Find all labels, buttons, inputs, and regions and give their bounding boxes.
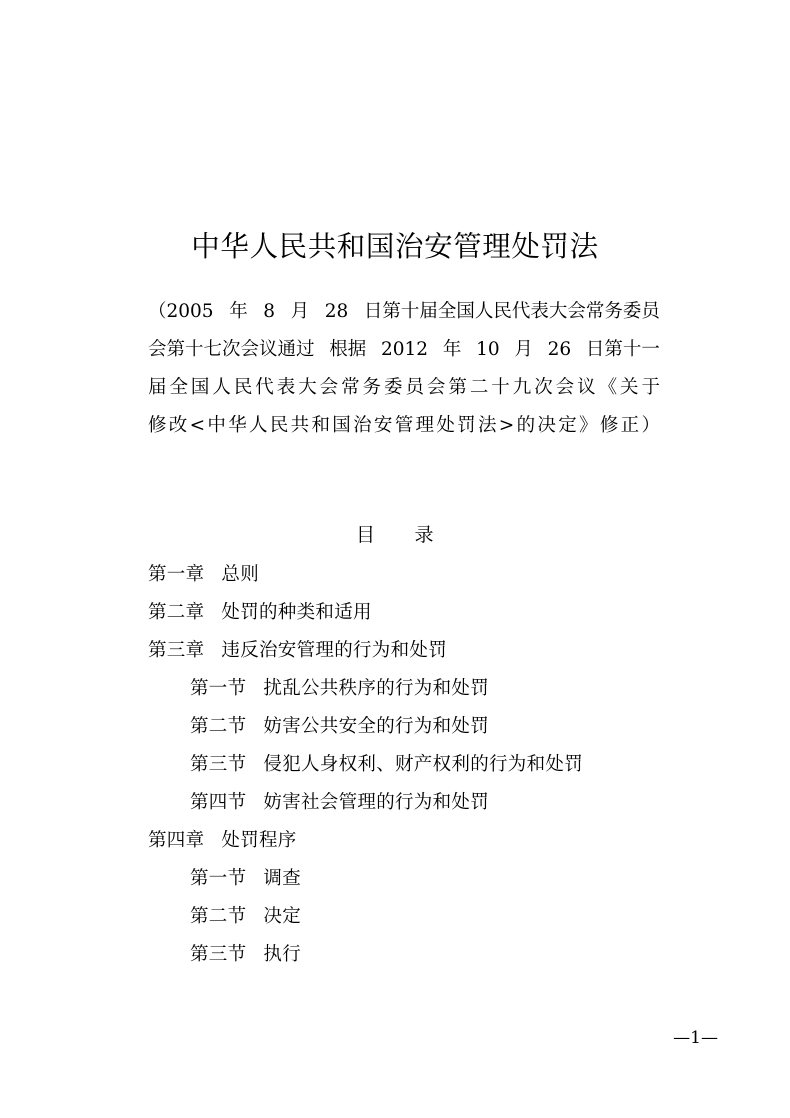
toc-entry-title: 妨害公共安全的行为和处罚 [263, 716, 490, 737]
preamble-text: 届全国人民代表大会常务委员会第二十九次会议《关于 [148, 377, 660, 398]
preamble-text: 年 [442, 339, 462, 360]
toc-entry-label: 第一章 [148, 564, 205, 585]
page-title: 中华人民共和国治安管理处罚法 [191, 230, 599, 264]
toc-entry-1[interactable] [148, 556, 708, 594]
toc-entry-title: 决定 [263, 906, 302, 927]
toc-entry-title: 违反治安管理的行为和处罚 [221, 640, 448, 661]
preamble-text: 28 [324, 301, 349, 322]
preamble-text: 会第十七次会议通过 [148, 339, 315, 360]
toc-entry-label: 第三节 [190, 944, 247, 965]
toc-entry-title: 侵犯人身权利、财产权利的行为和处罚 [263, 754, 584, 775]
preamble-paragraph [148, 293, 660, 445]
toc-entry-title: 妨害社会管理的行为和处罚 [263, 792, 490, 813]
toc-entry-7[interactable] [148, 784, 708, 822]
toc-entry-4[interactable] [148, 670, 708, 708]
toc-entry-2[interactable] [148, 594, 708, 632]
toc-entry-8[interactable] [148, 822, 708, 860]
toc-entry-label: 第四章 [148, 830, 205, 851]
preamble-line [148, 369, 660, 407]
toc-entry-11[interactable] [148, 936, 708, 974]
preamble-text: （2005 [148, 301, 214, 322]
toc-entry-5[interactable] [148, 708, 708, 746]
preamble-line [148, 293, 660, 331]
toc-entry-label: 第二章 [148, 602, 205, 623]
toc-entry-title: 处罚程序 [221, 830, 297, 851]
preamble-text: 修改<中华人民共和国治安管理处罚法>的决定》修正） [148, 415, 660, 436]
toc-entry-title: 执行 [263, 944, 302, 965]
toc-entry-10[interactable] [148, 898, 708, 936]
preamble-text: 日第十一 [585, 339, 660, 360]
preamble-text: 日第十届全国人民代表大会常务委员 [363, 301, 660, 322]
preamble-text: 年 [229, 301, 248, 322]
toc-entry-label: 第二节 [190, 716, 247, 737]
toc-entry-6[interactable] [148, 746, 708, 784]
preamble-line [148, 407, 660, 445]
toc-entry-label: 第三节 [190, 754, 247, 775]
toc-entry-title: 总则 [221, 564, 260, 585]
toc-entry-title: 处罚的种类和适用 [221, 602, 372, 623]
toc-entry-label: 第四节 [190, 792, 247, 813]
preamble-text: 26 [547, 339, 572, 360]
toc-entry-9[interactable] [148, 860, 708, 898]
toc-entry-title: 调查 [263, 868, 302, 889]
preamble-text: 2012 [381, 339, 429, 360]
preamble-text: 8 [263, 301, 276, 322]
toc-entry-3[interactable] [148, 632, 708, 670]
toc-entry-label: 第一节 [190, 868, 247, 889]
toc-entry-title: 扰乱公共秩序的行为和处罚 [263, 678, 490, 699]
preamble-line [148, 331, 660, 369]
toc-entry-label: 第三章 [148, 640, 205, 661]
preamble-text: 根据 [329, 339, 367, 360]
preamble-text: 月 [290, 301, 310, 322]
toc-entry-label: 第一节 [190, 678, 247, 699]
preamble-text: 10 [476, 339, 500, 360]
toc-list [148, 556, 708, 974]
page-number: —1— [673, 1028, 718, 1048]
preamble-text: 月 [514, 339, 533, 360]
toc-heading: 目 录 [355, 524, 434, 546]
toc-entry-label: 第二节 [190, 906, 247, 927]
